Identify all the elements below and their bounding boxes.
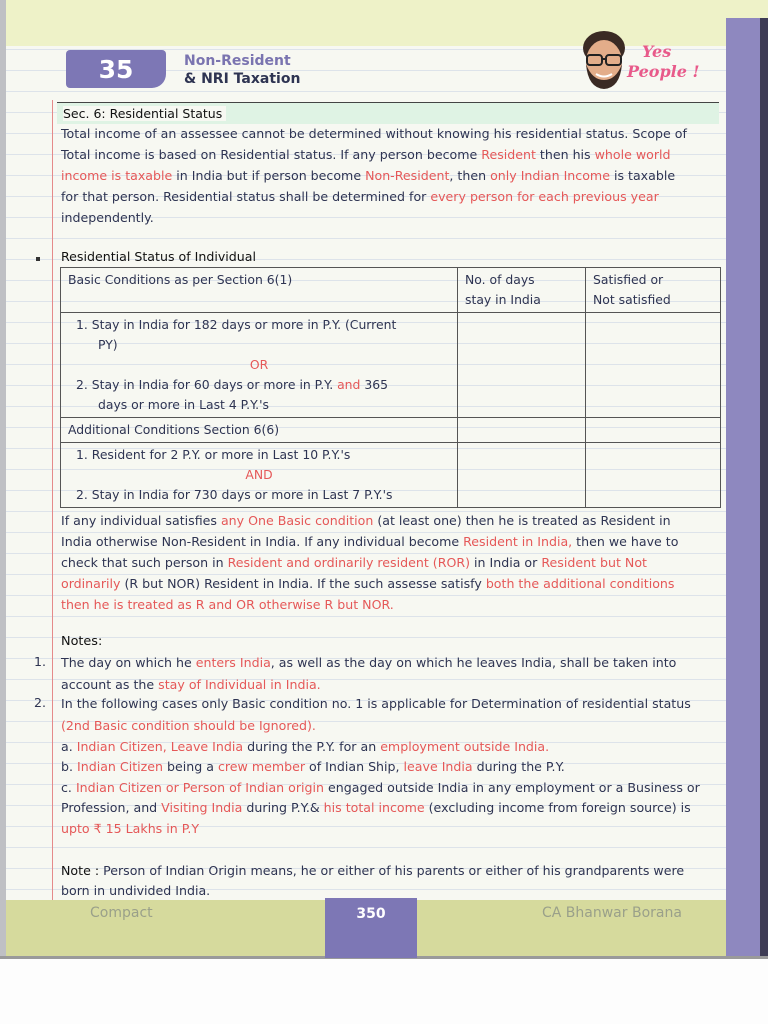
basic-days-cell[interactable] <box>458 313 586 418</box>
table-row <box>61 268 721 313</box>
residential-status-table <box>60 267 721 508</box>
note-1-line-2: account as the stay of Individual in India. <box>61 677 321 692</box>
para2-line-2: India otherwise Non-Resident in India. If any individual become Resident in India, then we have to <box>61 534 679 549</box>
margin-line <box>52 100 53 900</box>
additional-condition-2: 2. Stay in India for 730 days or more in Last 7 P.Y.'s <box>76 487 393 502</box>
slogan-people: People ! <box>627 62 700 81</box>
table-row <box>61 313 721 418</box>
table-header-days: No. of days stay in India <box>458 268 586 313</box>
additional-days-cell[interactable] <box>458 443 586 508</box>
note-2-case-c-line-3: upto ₹ 15 Lakhs in P.Y <box>61 821 200 836</box>
left-edge <box>0 0 6 958</box>
slogan-yes: Yes <box>642 42 672 61</box>
additional-satisfied-cell[interactable] <box>586 443 721 508</box>
note-1-number: 1. <box>34 654 47 669</box>
intro-line-3: income is taxable in India but if person become Non-Resident, then only Indian Income is taxable <box>61 168 676 183</box>
basic-condition-1: 1. Stay in India for 182 days or more in P.Y. (Current PY) <box>76 317 397 352</box>
final-note-line-2: born in undivided India. <box>61 883 211 898</box>
additional-condition-1: 1. Resident for 2 P.Y. or more in Last 10 P.Y.'s <box>76 447 351 462</box>
footer-book-name: Compact <box>90 905 153 921</box>
table-header-satisfied: Satisfied or Not satisfied <box>586 268 721 313</box>
table-title: Residential Status of Individual <box>61 249 256 264</box>
footer-author: CA Bhanwar Borana <box>542 905 682 921</box>
note-2-case-c-line-2: Profession, and Visiting India during P.Y.& his total income (excluding income from foreign source) is <box>61 800 691 815</box>
additional-days-header-cell <box>458 418 586 443</box>
chapter-title-line1: Non-Resident <box>184 53 291 69</box>
para2-line-5: then he is treated as R and OR otherwise R but NOR. <box>61 597 394 612</box>
note-2-case-b: b. Indian Citizen being a crew member of Indian Ship, leave India during the P.Y. <box>61 759 565 774</box>
or-connector: OR <box>249 357 269 372</box>
bullet-icon <box>36 257 40 261</box>
para2-line-1: If any individual satisfies any One Basic condition (at least one) then he is treated as Resident in <box>61 513 671 528</box>
intro-line-5: independently. <box>61 210 154 225</box>
and-connector: AND <box>245 467 273 482</box>
intro-line-4: for that person. Residential status shall be determined for every person for each previous year <box>61 189 659 204</box>
additional-conditions-heading: Additional Conditions Section 6(6) <box>61 418 458 443</box>
note-1-line-1: The day on which he enters India, as well as the day on which he leaves India, shall be taken into <box>61 655 677 670</box>
notes-heading: Notes: <box>61 634 103 649</box>
chapter-title-line2: & NRI Taxation <box>184 71 301 87</box>
basic-condition-2: 2. Stay in India for 60 days or more in P.Y. and 365 days or more in Last 4 P.Y.'s <box>76 377 388 412</box>
top-band <box>0 0 768 46</box>
table-row <box>61 443 721 508</box>
section-heading: Sec. 6: Residential Status <box>57 102 719 124</box>
intro-line-2: Total income is based on Residential status. If any person become Resident then his whole world <box>61 147 671 162</box>
note-2-case-c-line-1: c. Indian Citizen or Person of Indian origin engaged outside India in any employment or a Business or <box>61 780 700 795</box>
basic-satisfied-cell[interactable] <box>586 313 721 418</box>
note-2-case-a: a. Indian Citizen, Leave India during the P.Y. for an employment outside India. <box>61 739 550 754</box>
binding-shadow <box>760 18 768 958</box>
table-header-conditions: Basic Conditions as per Section 6(1) <box>61 268 458 313</box>
final-note-line-1: Note : Person of Indian Origin means, he or either of his parents or either of his grandparents were <box>61 863 685 878</box>
additional-satisfied-header-cell <box>586 418 721 443</box>
note-2-number: 2. <box>34 695 47 710</box>
table-row <box>61 418 721 443</box>
chapter-number: 35 <box>66 50 166 88</box>
intro-line-1: Total income of an assessee cannot be determined without knowing his residential status. Scope of <box>61 126 687 141</box>
author-avatar-icon <box>576 28 632 90</box>
additional-conditions-cell <box>61 443 458 508</box>
basic-conditions-cell <box>61 313 458 418</box>
para2-line-3: check that such person in Resident and ordinarily resident (ROR) in India or Resident but Not <box>61 555 647 570</box>
note-2-line-2: (2nd Basic condition should be Ignored). <box>61 718 316 733</box>
page-number: 350 <box>325 898 417 958</box>
para2-line-4: ordinarily (R but NOR) Resident in India. If the such assesse satisfy both the additional conditions <box>61 576 675 591</box>
note-2-line-1: In the following cases only Basic condition no. 1 is applicable for Determination of residential status <box>61 696 691 711</box>
